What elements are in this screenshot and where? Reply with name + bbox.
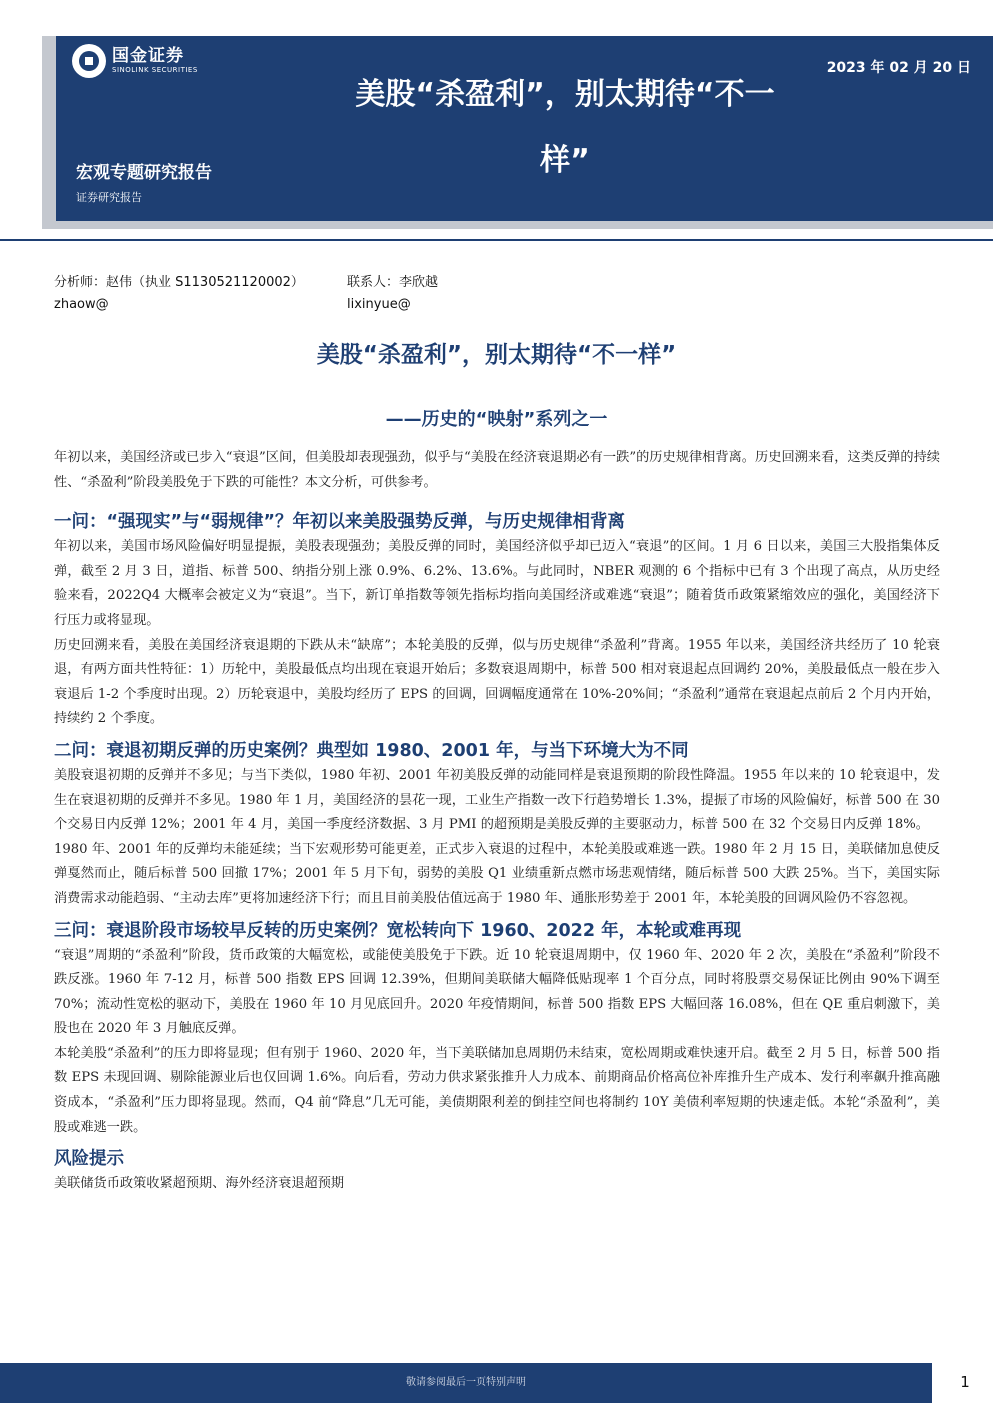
risk-text: 美联储货币政策收紧超预期、海外经济衰退超预期 <box>54 1176 345 1192</box>
intro-paragraph: 年初以来，美国经济或已步入“衰退”区间，但美股却表现强劲，似乎与“美股在经济衰退期必有一跌”的历史规律相背离。历史回溯来看，这类反弹的持续性、“杀盈利”阶段美股免于下跌的可能性？本文分析，可供参考。 <box>54 450 940 490</box>
header-title: 美股“杀盈利”，别太期待“不一样” <box>355 77 775 178</box>
section-2-paragraph-1: 美股衰退初期的反弹并不多见；与当下类似，1980 年初、2001 年初美股反弹的动能同样是衰退预期的阶段性降温。1955 年以来的 10 轮衰退中，发生在衰退初期的反弹并不多见。1980 年 1 月，美国经济的昙花一现，工业生产指数一改下行趋势增长 1.3%，提振了市场的风险偏好，标普 500 在 30 个交易日内反弹 12%；2001 年 4 月，美国一季度经济数据、3 月 PMI 的超预期是美股反弹的主要驱动力，标普 500 在 32 个交易日内反弹 18%。 <box>54 767 940 833</box>
section-3-paragraph-1: “衰退”周期的“杀盈利”阶段，货币政策的大幅宽松，或能使美股免于下跌。近 10 轮衰退周期中，仅 1960 年、2020 年 2 次，美股在“杀盈利”阶段不跌反涨。1960 年 7-12 月，标普 500 指数 EPS 回调 12.39%，但期间美联储大幅降低贴现率 1 个百分点，同时将股票交易保证比例由 90%下调至 70%；流动性宽松的驱动下，美股在 1960 年 10 月见底回升。2020 年疫情期间，标普 500 指数 EPS 大幅回落 16.08%，但在 QE 重启刺激下，美股也在 2020 年 3 月触底反弹。 <box>54 947 940 1037</box>
section-2-paragraph-2: 1980 年、2001 年的反弹均未能延续；当下宏观形势可能更差，正式步入衰退的过程中，本轮美股或难逃一跌。1980 年 2 月 15 日，美联储加息使反弹戛然而止，随后标普 500 回撤 17%；2001 年 5 月下旬，弱势的美股 Q1 业绩重新点燃市场悲观情绪，随后标普 500 大跌 25%。当下，美国实际消费需求动能趋弱、“主动去库”更将加速经济下行；而且目前美股估值远高于 1980 年、通胀形势差于 2001 年，本轮美股的回调风险仍不容忽视。 <box>54 841 940 906</box>
report-date: 2023 年 02 月 20 日 <box>826 60 971 76</box>
document-title: 美股“杀盈利”，别太期待“不一样” <box>316 342 677 368</box>
contact-label: 联系人：李欣越 <box>347 275 439 290</box>
logo-text <box>112 47 198 75</box>
logo-cn: 国金证券 <box>112 46 184 66</box>
contact-info <box>347 272 438 316</box>
report-body <box>54 446 940 1197</box>
analyst-email[interactable]: zhaow@ <box>54 297 109 312</box>
section-3-paragraph-2: 本轮美股“杀盈利”的压力即将显现；但有别于 1960、2020 年，当下美联储加息周期仍未结束，宽松周期或难快速开启。截至 2 月 5 日，标普 500 指数 EPS 未现回调、剔除能源业后也仅回调 1.6%。向后看，劳动力供求紧张推升人力成本、前期商品价格高位补库推升生产成本、发行利率飙升推高融资成本，“杀盈利”压力即将显现。然而，Q4 前“降息”几无可能，美债期限利差的倒挂空间也将制约 10Y 美债利率短期的快速走低。本轮“杀盈利”，美股或难逃一跌。 <box>54 1045 940 1135</box>
analyst-label: 分析师：赵伟（执业 S1130521120002） <box>54 275 304 290</box>
sinolink-logo-icon <box>72 44 106 78</box>
section-heading-2: 二问：衰退初期反弹的历史案例？典型如 1980、2001 年，与当下环境大为不同 <box>54 740 689 761</box>
section-1-paragraph-1: 年初以来，美国市场风险偏好明显提振，美股表现强劲；美股反弹的同时，美国经济似乎却已迈入“衰退”的区间。1 月 6 日以来，美国三大股指集体反弹，截至 2 月 3 日，道指、标普 500、纳指分别上涨 0.9%、6.2%、13.6%。与此同时，NBER 观测的 6 个指标中已有 3 个出现了高点，从历史经验来看，2022Q4 大概率会被定义为“衰退”。当下，新订单指数等领先指标均指向美国经济或难逃“衰退”；随着货币政策紧缩效应的强化，美国经济下行压力或将显现。 <box>54 539 940 628</box>
section-heading-1: 一问：“强现实”与“弱规律”？年初以来美股强势反弹，与历史规律相背离 <box>54 512 626 533</box>
page-number: 1 <box>960 1373 970 1391</box>
report-type: 宏观专题研究报告 <box>76 163 212 183</box>
report-category: 证券研究报告 <box>76 191 142 204</box>
risk-heading: 风险提示 <box>54 1149 124 1170</box>
section-1-paragraph-2: 历史回溯来看，美股在美国经济衰退期的下跌从未“缺席”；本轮美股的反弹，似与历史规律“杀盈利”背离。1955 年以来，美国经济共经历了 10 轮衰退，有两方面共性特征：1）历轮中，美股最低点均出现在衰退开始后；多数衰退周期中，标普 500 相对衰退起点回调约 20%，美股最低点一般在步入衰退后 1-2 个季度时出现。2）历轮衰退中，美股均经历了 EPS 的回调，回调幅度通常在 10%-20%间；“杀盈利”通常在衰退起点前后 2 个月内开始，持续约 2 个季度。 <box>54 637 940 727</box>
header-divider <box>0 239 993 241</box>
analyst-info <box>54 272 304 316</box>
document-subtitle: ——历史的“映射”系列之一 <box>385 409 608 430</box>
contact-email[interactable]: lixinyue@ <box>347 297 411 312</box>
company-logo <box>72 44 198 78</box>
footer-disclaimer[interactable]: 敬请参阅最后一页特别声明 <box>406 1377 526 1388</box>
logo-en: SINOLINK SECURITIES <box>112 66 198 74</box>
section-heading-3: 三问：衰退阶段市场较早反转的历史案例？宽松转向下 1960、2022 年，本轮或难再现 <box>54 920 742 941</box>
